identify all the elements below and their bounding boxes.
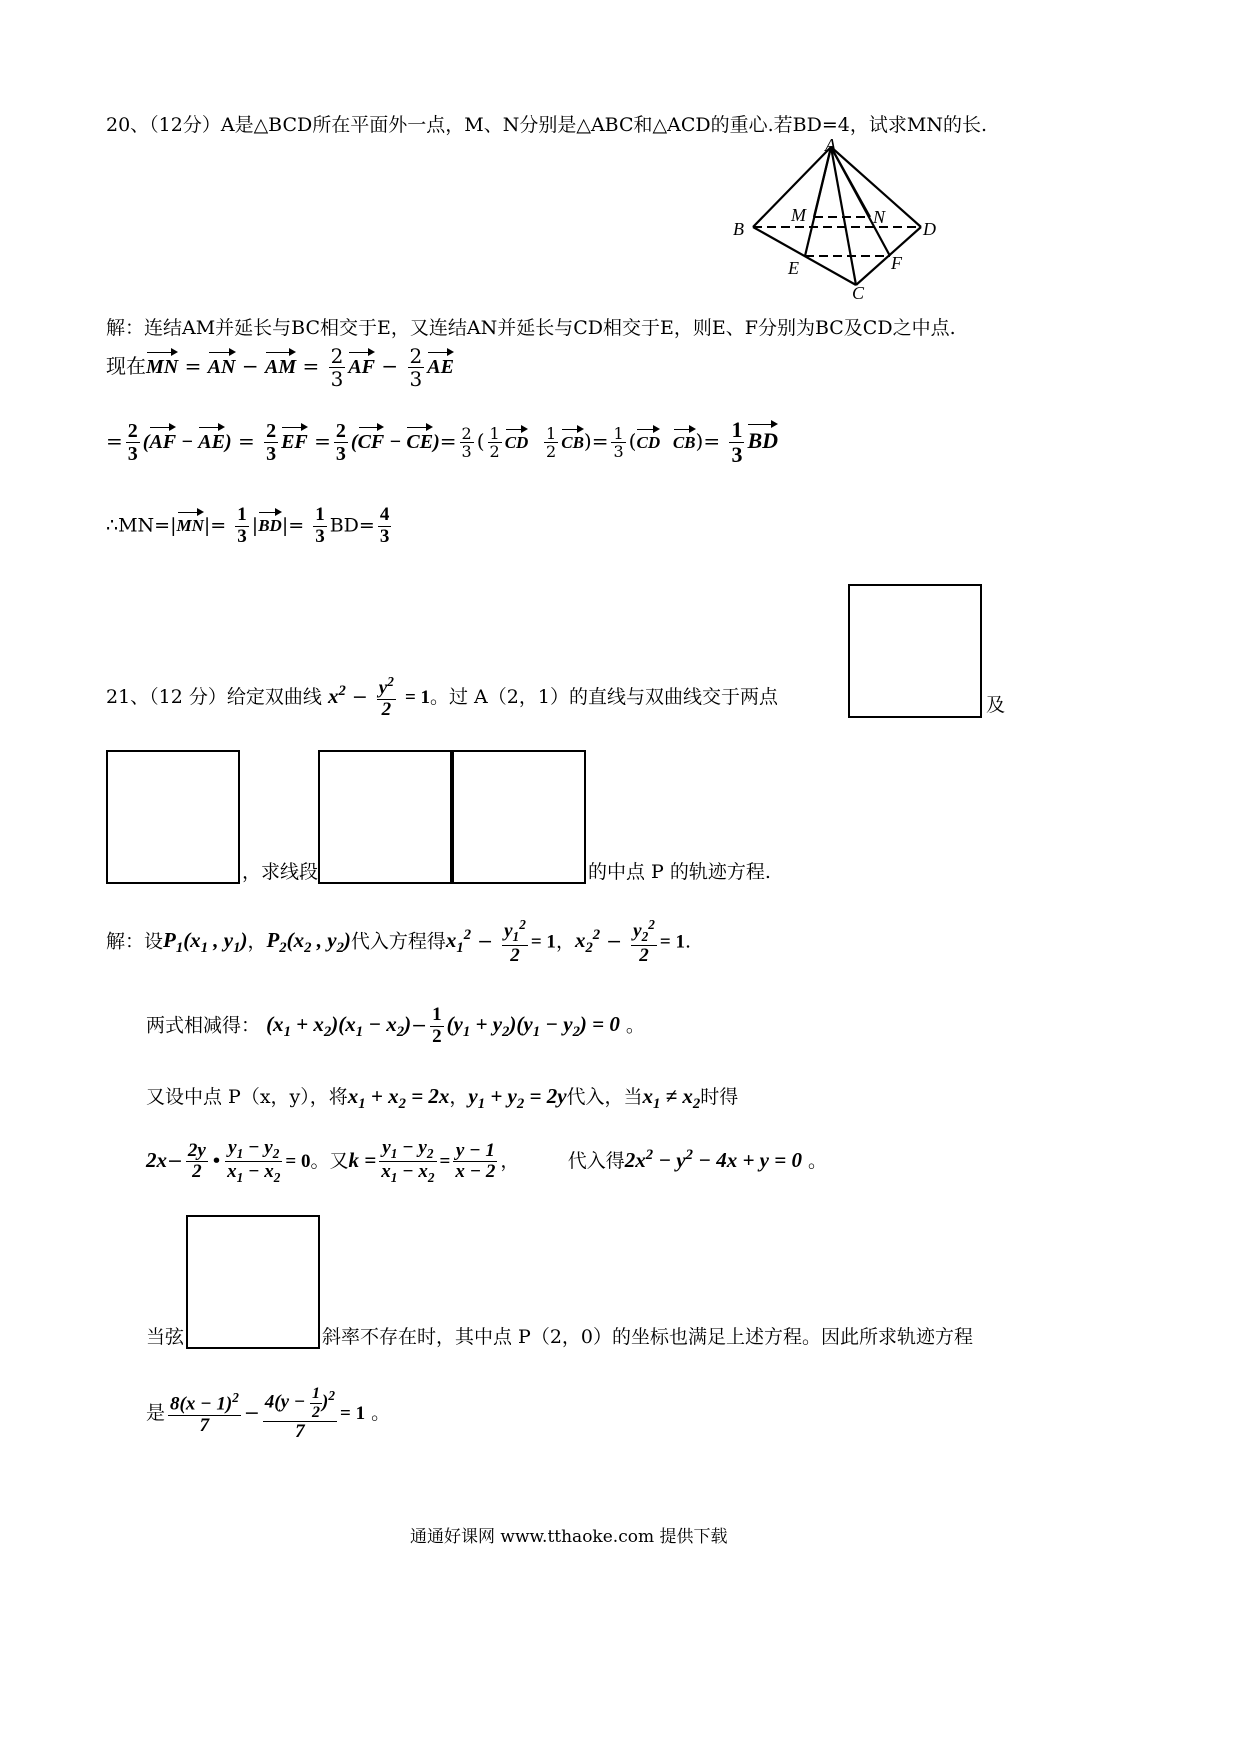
final-pre: 是 <box>146 1402 166 1425</box>
now-label: 现在 <box>106 354 146 378</box>
q21-find: ，求线段 <box>242 861 319 883</box>
tetrahedron-figure <box>725 135 950 300</box>
sol21-mid: 代入方程得 <box>350 930 446 953</box>
label-C: C <box>852 283 865 300</box>
label-B: B <box>733 219 744 239</box>
formula-placeholder-p1 <box>848 584 982 718</box>
mid-text3: 时得 <box>700 1086 739 1108</box>
q21-end: 的中点 P 的轨迹方程. <box>588 861 771 883</box>
page-footer: 通通好课网 www.tthaoke.com 提供下载 <box>410 1527 728 1547</box>
label-F: F <box>891 253 902 273</box>
chord-pre: 当弦 <box>146 1326 185 1348</box>
q21-mid: 。过 A（2，1）的直线与双曲线交于两点 <box>430 686 778 709</box>
solution-20-result: ∴MN=|MN|= $\frac{1}{3}$ |BD|= $\frac{1}{3}$ BD= $\frac{4}{3}$ <box>106 504 390 547</box>
sub-text: 两式相减得： <box>146 1014 261 1037</box>
solution-20-line1: 解：连结AM并延长与BC相交于E，又连结AN并延长与CD相交于E，则E、F分别为BC及CD之中点. <box>106 317 956 339</box>
bd-eq-label: BD= <box>329 514 375 537</box>
formula-placeholder-p2 <box>106 750 240 884</box>
solution-21-subtract: 两式相减得： $(x_1 + x_2)(x_1 - x_2)-$ $\frac{1}{2}$ $(y_1 + y_2)(y_1 - y_2) = 0$ 。 <box>146 1004 645 1047</box>
label-N: N <box>873 207 886 227</box>
q21-and: 及 <box>986 694 1006 716</box>
solution-21-line1: 解：设$P_1(x_1$ , $y_1$)，$P_2(x_2$ , $y_2$)代入方程得$x_1^2$ − $\frac{y_1^2}{2}$ = 1，$x_2^2$ − $\frac{y_2^2}{2}$ = 1. <box>106 917 692 966</box>
label-D: D <box>923 219 936 239</box>
therefore-label: ∴MN= <box>106 514 171 537</box>
solution-21-final: 是 $\frac{8(x - 1)^2}{7}$ − 4(y − $\frac{1}{2}$ )$^2$ 7 = 1 。 <box>146 1385 391 1443</box>
chord-post: 斜率不存在时，其中点 P（2，0）的坐标也满足上述方程。因此所求轨迹方程 <box>322 1326 974 1348</box>
problem-21-question-line1: 21、（12 分）给定双曲线 $x^2$ − $\frac{y^2}{2}$ = 1。过 A（2，1）的直线与双曲线交于两点 <box>106 674 778 721</box>
problem-20-question: 20、（12分）A是△BCD所在平面外一点，M、N分别是△ABC和△ACD的重心.若BD=4，试求MN的长. <box>106 114 988 136</box>
again-k: 。又 <box>310 1149 349 1172</box>
solution-21-slope: 2x− $\frac{2y}{2}$ • $\frac{y_1 - y_2}{x_1 - x_2}$ = 0。又k = $\frac{y_1 - y_2}{x_1 - x_2}$ = $\frac{y - 1}{x - 2}$ ， 代入得$2x^2 - y^2 - 4x + y = 0$ 。 <box>146 1137 827 1186</box>
label-M: M <box>791 205 806 225</box>
solution-20-line2: 现在MN = AN − AM = $\frac{2}{3}$ AF − $\frac{2}{3}$ AE <box>106 344 454 391</box>
solution-21-midpoint: 又设中点 P（x，y），将$x_1 + x_2 = 2x$，$y_1 + y_2 = 2y$代入，当$x_1 \ne x_2$时得 <box>146 1084 739 1113</box>
label-E: E <box>788 258 799 278</box>
label-A: A <box>825 135 836 155</box>
mid-text2: 代入，当 <box>566 1086 643 1108</box>
formula-placeholder-seg1 <box>318 750 452 884</box>
solution-20-line3: = $\frac{2}{3}$ (AF − AE) = $\frac{2}{3}$ EF = $\frac{2}{3}$ (CF − CE)= $\frac{2}{3}$ ( $\frac{1}{2}$ CD $\frac{1}{2}$ CB)= $\frac{1}{3}$ (CD CB)= $\frac{1}{3}$ BD <box>106 417 778 468</box>
formula-placeholder-seg2 <box>452 750 586 884</box>
mid-text1: 又设中点 P（x，y），将 <box>146 1086 348 1108</box>
sol21-pre: 解：设 <box>106 930 164 953</box>
q21-pre: 21、（12 分）给定双曲线 <box>106 686 322 709</box>
formula-placeholder-chord <box>186 1215 320 1349</box>
substitute-label: 代入得 <box>567 1149 625 1172</box>
